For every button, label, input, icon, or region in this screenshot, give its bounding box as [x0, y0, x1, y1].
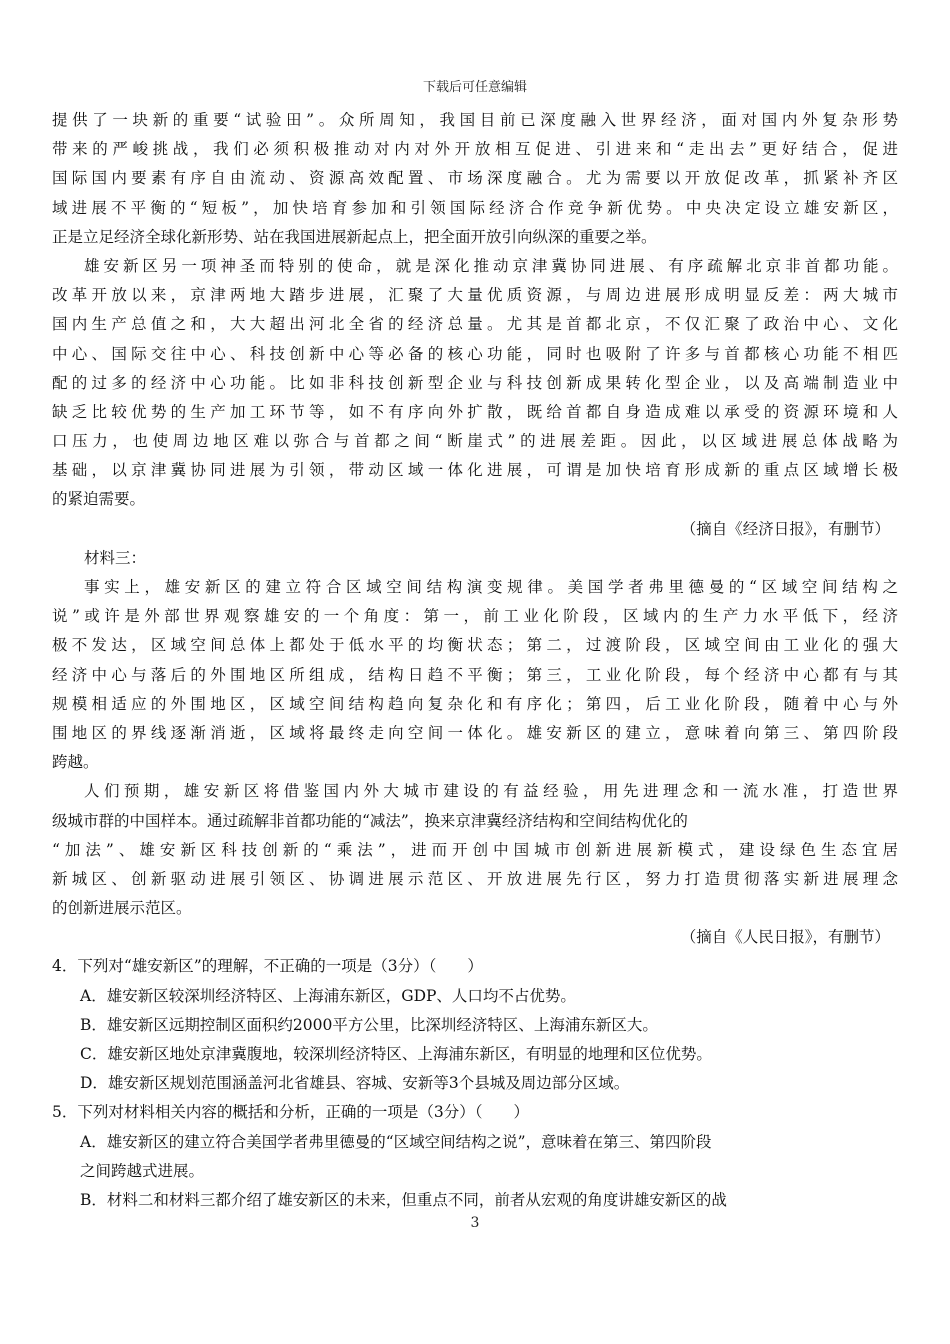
text-line: 规模相适应的外围地区，区域空间结构趋向复杂化和有序化；第四，后工业化阶段，随着中心与外 — [52, 694, 898, 713]
text-line: 经济中心与落后的外围地区所组成，结构日趋不平衡；第三，工业化阶段，每个经济中心都有与其 — [52, 665, 898, 684]
text-line: “加法”、雄安新区科技创新的“乘法”，进而开创中国城市创新进展新模式，建设绿色生态宜居 — [52, 840, 898, 859]
text-line: 基础，以京津冀协同进展为引领，带动区域一体化进展，可谓是加快培育形成新的重点区域增长极 — [52, 461, 898, 480]
text-line: 围地区的界线逐渐消逝，区域将最终走向空间一体化。雄安新区的建立，意味着向第三、第四阶段 — [52, 723, 898, 742]
text-line: 正是立足经济全球化新形势、站在我国进展新起点上，把全面开放引向纵深的重要之举。 — [52, 227, 657, 246]
text-line: 新城区、创新驱动进展引领区、协调进展示范区、开放进展先行区，努力打造贯彻落实新进展理念 — [52, 869, 898, 888]
text-line: 之间跨越式进展。 — [80, 1161, 205, 1180]
text-line: C．雄安新区地处京津冀腹地，较深圳经济特区、上海浦东新区，有明显的地理和区位优势。 — [80, 1045, 712, 1063]
text-line: 极不发达，区域空间总体上都处于低水平的均衡状态；第二，过渡阶段，区域空间由工业化的强大 — [52, 636, 898, 655]
text-line: 级城市群的中国样本。通过疏解非首都功能的“减法”，换来京津冀经济结构和空间结构优化的 — [52, 811, 688, 830]
text-line: 事实上，雄安新区的建立符合区域空间结构演变规律。美国学者弗里德曼的“区域空间结构之 — [84, 578, 898, 596]
text-line: 的紧迫需要。 — [52, 490, 146, 509]
text-line: B．雄安新区远期控制区面积约2000平方公里，比深圳经济特区、上海浦东新区大。 — [80, 1015, 658, 1034]
text-line: 雄安新区另一项神圣而特别的使命，就是深化推动京津冀协同进展、有序疏解北京非首都功能。 — [84, 256, 898, 275]
text-line: 说”或许是外部世界观察雄安的一个角度：第一，前工业化阶段，区域内的生产力水平低下，经济 — [52, 607, 898, 626]
text-line: 域进展不平衡的“短板”，加快培育参加和引领国际经济合作竞争新优势。中央决定设立雄安新区， — [52, 198, 898, 217]
text-line: 国内生产总值之和，大大超出河北全省的经济总量。尤其是首都北京，不仅汇聚了政治中心、文化 — [52, 315, 898, 334]
text-line: A．雄安新区的建立符合美国学者弗里德曼的“区域空间结构之说”，意味着在第三、第四阶段 — [80, 1132, 712, 1151]
source-citation: （摘自《经济日报》，有删节） — [680, 519, 890, 538]
text-line: 跨越。 — [52, 753, 99, 772]
text-line: 配的过多的经济中心功能。比如非科技创新型企业与科技创新成果转化型企业，以及高端制造业中 — [52, 373, 898, 392]
text-line: B．材料二和材料三都介绍了雄安新区的未来，但重点不同，前者从宏观的角度讲雄安新区的战 — [80, 1190, 727, 1209]
text-line: 提供了一块新的重要“试验田”。众所周知，我国目前已深度融入世界经济，面对国内外复杂形势 — [52, 111, 898, 129]
text-line: 缺乏比较优势的生产加工环节等，如不有序向外扩散，既给首都自身造成难以承受的资源环境和人 — [52, 402, 898, 421]
text-line: 材料三： — [84, 548, 147, 567]
page-number: 3 — [470, 1215, 480, 1231]
text-line: 国际国内要素有序自由流动、资源高效配置、市场深度融合。尤为需要以开放促改革，抓紧补齐区 — [52, 169, 898, 188]
text-line: 改革开放以来，京津两地大踏步进展，汇聚了大量优质资源，与周边进展形成明显反差：两大城市 — [52, 286, 898, 305]
text-line: 5．下列对材料相关内容的概括和分析，正确的一项是（3分）（ ） — [52, 1103, 529, 1122]
document-body — [52, 106, 898, 1215]
source-citation: （摘自《人民日报》，有删节） — [680, 928, 890, 947]
text-line: D．雄安新区规划范围涵盖河北省雄县、容城、安新等3个县城及周边部分区域。 — [80, 1074, 630, 1093]
text-line: 的创新进展示范区。 — [52, 899, 192, 918]
text-line: A．雄安新区较深圳经济特区、上海浦东新区，GDP、人口均不占优势。 — [80, 986, 576, 1005]
text-line: 4．下列对“雄安新区”的理解，不正确的一项是（3分）（ ） — [52, 957, 483, 976]
text-line: 带来的严峻挑战，我们必须积极推动对内对外开放相互促进、引进来和“走出去”更好结合，促进 — [52, 140, 898, 159]
download-note: 下载后可任意编辑 — [422, 80, 527, 95]
text-line: 中心、国际交往中心、科技创新中心等必备的核心功能，同时也吸附了许多与首都核心功能不相匹 — [52, 344, 898, 363]
text-line: 口压力，也使周边地区难以弥合与首都之间“断崖式”的进展差距。因此，以区域进展总体战略为 — [52, 432, 898, 451]
text-line: 人们预期，雄安新区将借鉴国内外大城市建设的有益经验，用先进理念和一流水准，打造世界 — [84, 782, 898, 801]
